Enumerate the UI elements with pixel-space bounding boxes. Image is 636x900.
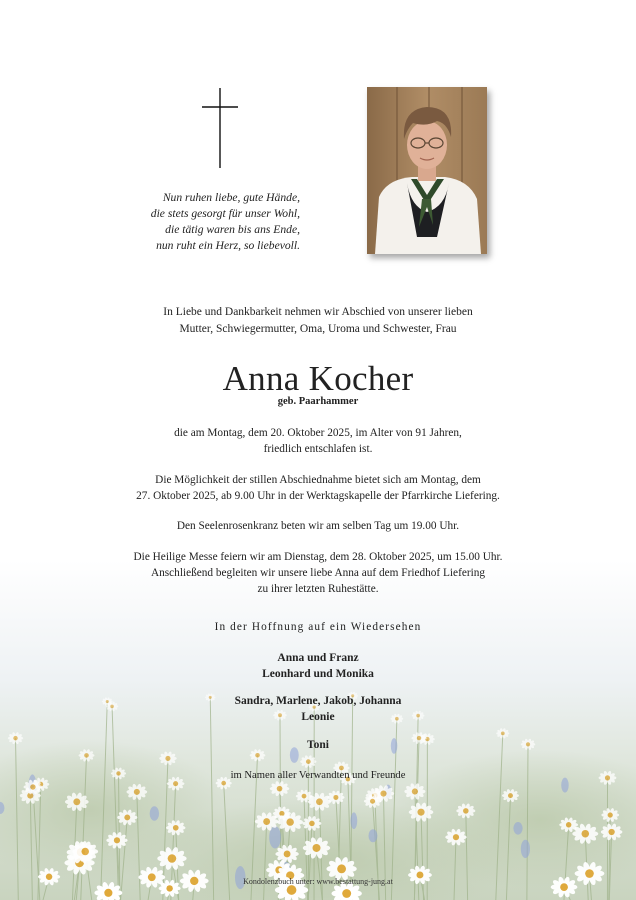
condolence-book-link[interactable]: Kondolenzbuch unter: www.bestattung-jung.at [243,877,393,886]
mass-line: zu ihrer letzten Ruhestätte. [257,583,379,595]
rosary-info: Den Seelenrosenkranz beten wir am selben Tag um 19.00 Uhr. [176,520,460,532]
mourners-group-1 [80,651,556,682]
poem-line: die tätig waren bis ans Ende, [165,223,300,236]
closing-line: im Namen aller Verwandten und Freunde [230,770,406,781]
poem-line: Nun ruhen liebe, gute Hände, [162,191,300,204]
deceased-name: Anna Kocher [222,359,414,398]
mass-info [80,549,556,597]
mass-line: Anschließend begleiten wir unsere liebe Anna auf dem Friedhof Liefering [150,567,486,579]
mourner-line: Leonie [301,710,335,723]
birth-name: geb. Paarhammer [277,396,359,407]
intro-text [80,304,556,338]
viewing-line: Die Möglichkeit der stillen Abschiednahme bietet sich am Montag, dem [155,474,481,486]
portrait-photo [367,87,487,254]
mass-line: Die Heilige Messe feiern wir am Dienstag, dem 28. Oktober 2025, um 15.00 Uhr. [133,551,503,563]
viewing-info [80,472,556,504]
cross-icon [202,88,238,168]
death-notice-line: die am Montag, dem 20. Oktober 2025, im Alter von 91 Jahren, [174,427,462,439]
mourners-group-3: Toni [307,739,329,751]
mourners-group-2 [80,694,556,725]
meadow-background-image [0,560,636,900]
death-notice [80,425,556,457]
poem-line: die stets gesorgt für unser Wohl, [150,207,300,220]
mourner-line: Anna und Franz [277,652,359,664]
viewing-line: 27. Oktober 2025, ab 9.00 Uhr in der Werktagskapelle der Pfarrkirche Liefering. [136,490,500,502]
mourner-line: Leonhard und Monika [262,667,374,680]
intro-line: In Liebe und Dankbarkeit nehmen wir Abschied von unserer lieben [163,306,473,318]
memorial-poem [110,190,300,254]
poem-line: nun ruht ein Herz, so liebevoll. [156,239,300,252]
hope-line: In der Hoffnung auf ein Wiedersehen [214,621,422,633]
intro-line: Mutter, Schwiegermutter, Oma, Uroma und Schwester, Frau [179,323,457,335]
mourner-line: Sandra, Marlene, Jakob, Johanna [234,695,402,707]
death-notice-line: friedlich entschlafen ist. [263,443,373,455]
